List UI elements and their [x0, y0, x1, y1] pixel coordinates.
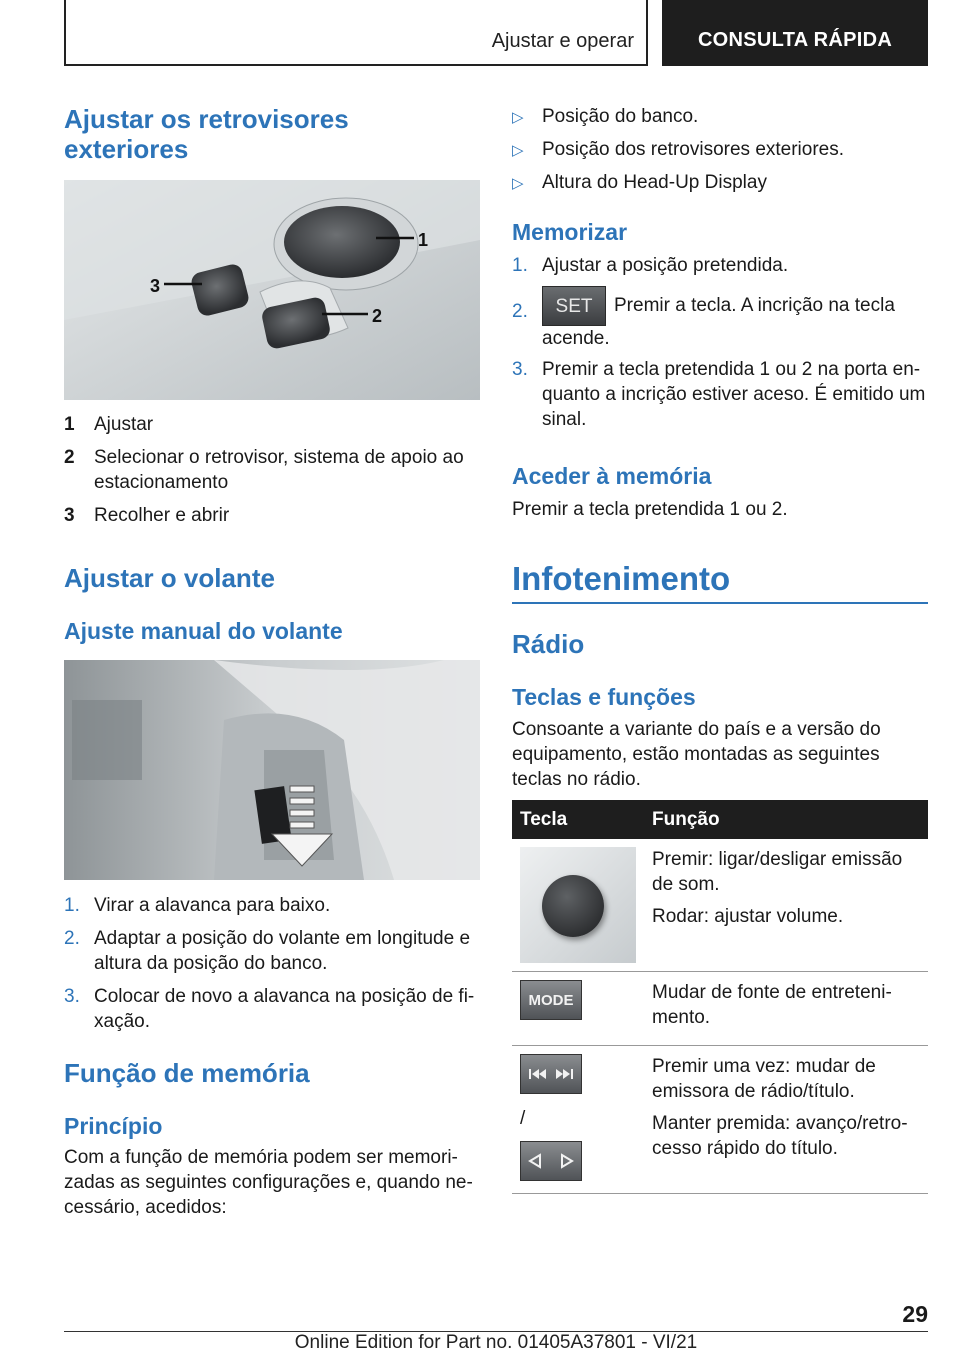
steering-heading: Ajustar o volante: [64, 563, 275, 593]
mirror-callout-1: 1: [418, 230, 429, 250]
volume-knob-icon: [542, 875, 604, 937]
mode-key-icon: MODE: [520, 980, 582, 1020]
mirror-callout-3: 3: [150, 276, 161, 296]
function-text: Premir uma vez: mudar de emissora de rádio/título.: [652, 1056, 876, 1102]
skip-track-keys-icon: [520, 1054, 582, 1094]
online-edition-note: Online Edition for Part no. 01405A37801 - VI/21: [294, 1332, 698, 1353]
function-text: Rodar: ajustar volume.: [652, 906, 844, 927]
triangle-bullet-icon: ▷: [512, 109, 524, 126]
radio-heading: Rádio: [512, 629, 585, 659]
list-item: ▷ Posição do banco.: [512, 104, 928, 130]
steering-step: 1. Virar a alavanca para baixo.: [64, 895, 331, 916]
function-text: Mudar de fonte de entretenimento.: [652, 982, 892, 1028]
memorize-steps-list: [512, 253, 928, 440]
mirrors-heading-line1: Ajustar os retrovisores: [64, 104, 349, 134]
volume-knob-image: [520, 847, 636, 963]
table-row: [512, 1046, 928, 1194]
mirror-callout-2: 2: [372, 306, 383, 326]
column-header-function: Função: [644, 800, 928, 839]
list-item: ▷ Altura do Head-Up Display: [512, 170, 928, 196]
radio-intro-text: Consoante a variante do país e a versão do equipamento, estão montadas as seguintes teclas no rádio.: [512, 719, 881, 790]
column-header-key: Tecla: [512, 800, 644, 839]
memory-settings-list: [512, 104, 928, 203]
page-number: 29: [902, 1301, 928, 1327]
triangle-bullet-icon: ▷: [512, 175, 524, 192]
mirror-controls-image: [64, 180, 480, 400]
left-right-arrows-icon: [528, 1153, 574, 1169]
function-text: Premir: ligar/desligar emissão de som.: [652, 849, 903, 895]
mirrors-heading-line2: exteriores: [64, 134, 189, 164]
table-header-row: [512, 800, 928, 839]
infotainment-heading: Infotenimento: [512, 560, 731, 597]
set-key-icon: SET: [542, 286, 606, 326]
steering-lever-illustration: [64, 660, 480, 880]
steering-step: 3. Colocar de novo a alavanca na posição de fixação.: [64, 986, 475, 1032]
mirror-controls-illustration: [64, 180, 480, 400]
steering-subheading: Ajuste manual do volante: [64, 618, 343, 644]
memorize-step: 2. SET Premir a tecla. A incrição na tecla acende.: [512, 286, 928, 351]
header-tab-quick-reference[interactable]: CONSULTA RÁPIDA: [662, 0, 928, 66]
memorize-step: 3. Premir a tecla pretendida 1 ou 2 na porta enquanto a incrição estiver aceso. É emitido um sinal.: [512, 359, 926, 430]
triangle-bullet-icon: ▷: [512, 142, 524, 159]
header-section-title: Ajustar e operar: [491, 30, 634, 52]
access-memory-heading: Aceder à memória: [512, 463, 712, 489]
skip-back-forward-icon: [529, 1067, 573, 1081]
access-memory-text: Premir a tecla pretendida 1 ou 2.: [512, 499, 788, 520]
mirror-legend-item: 2 Selecionar o retrovisor, sistema de apoio ao estacionamento: [64, 447, 464, 493]
steering-lever-image: [64, 660, 480, 880]
steering-step: 2. Adaptar a posição do volante em longitude e altura da posição do banco.: [64, 928, 471, 974]
key-separator: /: [520, 1108, 526, 1129]
infotainment-rule: [512, 602, 928, 604]
keys-functions-heading: Teclas e funções: [512, 684, 696, 710]
list-item: ▷ Posição dos retrovisores exteriores.: [512, 137, 928, 163]
steering-steps-list: [64, 893, 480, 1042]
memory-principle-subheading: Princípio: [64, 1113, 163, 1139]
memory-principle-text: Com a função de memória podem ser memorizadas as seguintes configurações e, quando necessário, acedidos:: [64, 1147, 473, 1218]
radio-keys-table: [512, 800, 928, 1194]
memory-heading: Função de memória: [64, 1058, 310, 1088]
memorize-heading: Memorizar: [512, 219, 628, 245]
table-row: [512, 972, 928, 1046]
arrow-keys-icon: [520, 1141, 582, 1181]
mirror-legend-item: 3 Recolher e abrir: [64, 505, 230, 526]
mirrors-heading: [64, 104, 480, 164]
mirror-legend-item: 1 Ajustar: [64, 414, 154, 435]
function-text: Manter premida: avanço/retrocesso rápido do título.: [652, 1113, 908, 1159]
mirror-legend-list: [64, 412, 480, 536]
memorize-step: 1. Ajustar a posição pretendida.: [512, 255, 789, 276]
table-row: [512, 839, 928, 972]
